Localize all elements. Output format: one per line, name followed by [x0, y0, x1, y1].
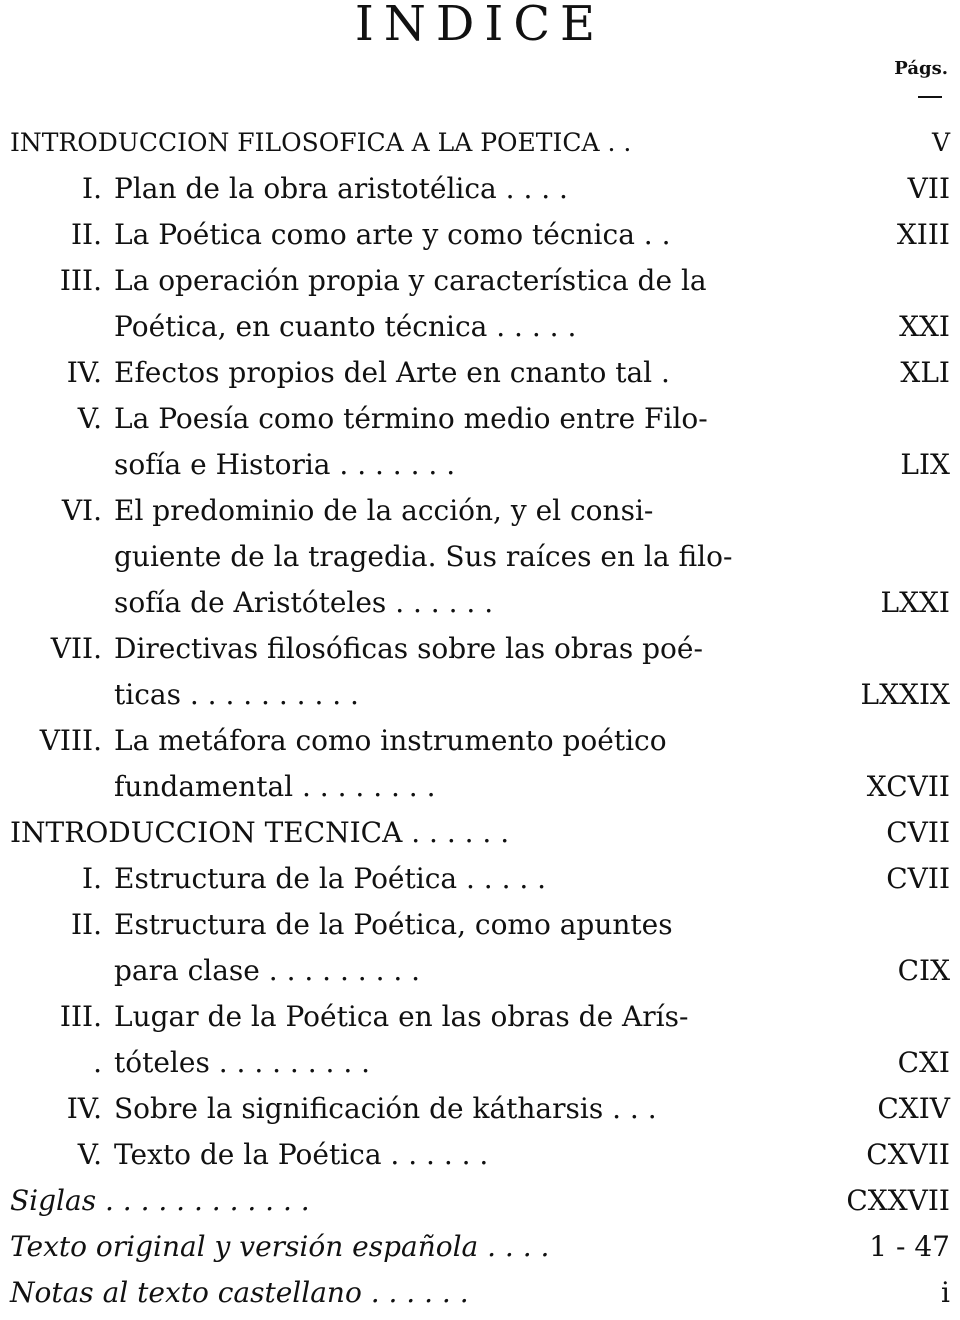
toc-entry: [0, 948, 960, 994]
toc-entry-page: LXXIX: [860, 678, 950, 711]
toc-entry: [0, 672, 960, 718]
toc-entry-title: para clase . . . . . . . . .: [114, 954, 421, 987]
toc-entry: [0, 1270, 960, 1316]
toc-entry-title: Notas al texto castellano . . . . . .: [10, 1276, 469, 1309]
toc-entry: [0, 764, 960, 810]
toc-entry-page: XIII: [896, 218, 950, 251]
toc-entry-page: CVII: [886, 862, 950, 895]
toc-entry: [0, 304, 960, 350]
toc-entry-title: Texto de la Poética . . . . . .: [114, 1138, 489, 1171]
toc-entry-title: Poética, en cuanto técnica . . . . .: [114, 310, 577, 343]
toc-entry-title: Siglas . . . . . . . . . . . .: [10, 1184, 310, 1217]
toc-entry: [0, 1040, 960, 1086]
toc-entry-title: guiente de la tragedia. Sus raíces en la filo-: [114, 540, 733, 573]
toc-entry-page: CXVII: [866, 1138, 950, 1171]
toc-entry-page: CVII: [886, 816, 950, 849]
toc-entry-number: II.: [70, 218, 102, 251]
toc-entry-page: XCVII: [866, 770, 950, 803]
toc-entry: [0, 534, 960, 580]
toc-entry: [0, 166, 960, 212]
pages-label-rule: [918, 96, 942, 98]
toc-entry-page: i: [941, 1276, 950, 1309]
toc-entry-title: Sobre la significación de kátharsis . . .: [114, 1092, 657, 1125]
toc-entry-title: sofía de Aristóteles . . . . . .: [114, 586, 494, 619]
pages-column-label: Págs.: [894, 58, 948, 79]
toc-entry-number: III.: [59, 264, 102, 297]
toc-entry-page: CIX: [897, 954, 950, 987]
toc-entry: [0, 810, 960, 856]
toc-entry: [0, 626, 960, 672]
toc-entry-number: II.: [70, 908, 102, 941]
toc-entry-page: VII: [907, 172, 950, 205]
toc-entry-page: LXXI: [880, 586, 950, 619]
toc-entry-title: INTRODUCCION TECNICA . . . . . .: [10, 816, 510, 849]
toc-entry-title: La operación propia y característica de la: [114, 264, 707, 297]
toc-entry-number: .: [93, 1046, 102, 1079]
toc-entry: [0, 1132, 960, 1178]
toc-entry-page: XLI: [900, 356, 950, 389]
toc-entry-page: 1 - 47: [869, 1230, 950, 1263]
toc-entry-title: Estructura de la Poética, como apuntes: [114, 908, 673, 941]
toc-entry-number: I.: [82, 862, 102, 895]
toc-entry-page: V: [931, 128, 950, 157]
toc-entry: [0, 120, 960, 166]
toc-entry-page: XXI: [899, 310, 950, 343]
page-title: INDICE: [354, 0, 606, 52]
toc-entry: [0, 718, 960, 764]
toc-entry-number: V.: [77, 1138, 102, 1171]
toc-entry-number: V.: [77, 402, 102, 435]
toc-entry-page: CXIV: [877, 1092, 950, 1125]
toc-entry-page: CXI: [897, 1046, 950, 1079]
toc-entry-page: CXXVII: [846, 1184, 950, 1217]
toc-entry-title: La Poética como arte y como técnica . .: [114, 218, 671, 251]
toc-entry: [0, 396, 960, 442]
toc-entry-title: Efectos propios del Arte en cnanto tal .: [114, 356, 670, 389]
toc-entry-title: Estructura de la Poética . . . . .: [114, 862, 547, 895]
toc-entry: [0, 902, 960, 948]
toc-entry-number: VIII.: [39, 724, 102, 757]
toc-entry: [0, 580, 960, 626]
toc-entry-number: III.: [59, 1000, 102, 1033]
toc-entry-number: I.: [82, 172, 102, 205]
toc-entry-number: VI.: [61, 494, 102, 527]
toc-entry-title: ticas . . . . . . . . . .: [114, 678, 359, 711]
toc-entry-title: sofía e Historia . . . . . . .: [114, 448, 456, 481]
toc-entry-title: El predominio de la acción, y el consi-: [114, 494, 654, 527]
toc-entry-title: Texto original y versión española . . . .: [10, 1230, 550, 1263]
toc-entry-number: IV.: [66, 356, 102, 389]
toc-entry-title: La metáfora como instrumento poético: [114, 724, 667, 757]
toc-entry-page: LIX: [900, 448, 950, 481]
toc-entry: [0, 350, 960, 396]
toc-entry-title: Lugar de la Poética en las obras de Arís-: [114, 1000, 689, 1033]
toc-entry: [0, 488, 960, 534]
toc-entry: [0, 1224, 960, 1270]
toc-entry: [0, 258, 960, 304]
toc-entry: [0, 1086, 960, 1132]
toc-entry: [0, 212, 960, 258]
toc-entry-title: INTRODUCCION FILOSOFICA A LA POETICA . .: [10, 128, 632, 157]
toc-entry-title: Plan de la obra aristotélica . . . .: [114, 172, 568, 205]
toc-entry-number: VII.: [50, 632, 102, 665]
toc-entry-title: La Poesía como término medio entre Filo-: [114, 402, 708, 435]
toc-entry-title: Directivas filosóficas sobre las obras poé-: [114, 632, 703, 665]
toc-entry-number: IV.: [66, 1092, 102, 1125]
toc-entry-title: tóteles . . . . . . . . .: [114, 1046, 371, 1079]
toc-entry: [0, 856, 960, 902]
toc-entry: [0, 994, 960, 1040]
toc-entry: [0, 442, 960, 488]
toc-entry-title: fundamental . . . . . . . .: [114, 770, 436, 803]
toc-entry: [0, 1178, 960, 1224]
